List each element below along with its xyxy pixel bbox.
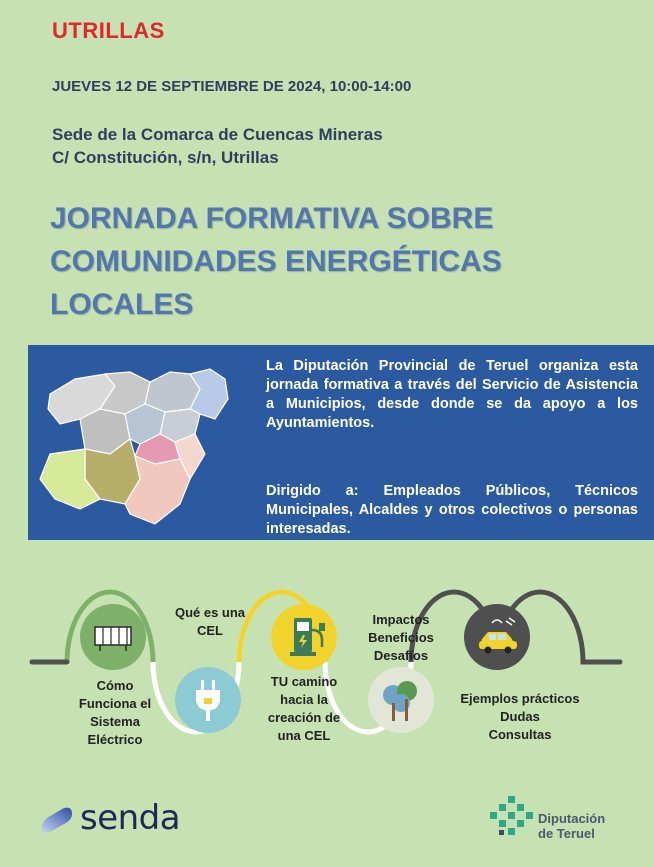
town-heading: UTRILLAS [52,18,165,43]
diputacion-logo-text: Diputación de Teruel [538,811,606,841]
intro-text: La Diputación Provincial de Teruel organiza esta jornada formativa a través del Servicio de Asistencia a Municipios, desde donde se da apoyo a los Ayuntamientos. [266,358,638,431]
event-date: JUEVES 12 DE SEPTIEMBRE DE 2024, 10:00-14:00 [52,78,412,95]
step-5-label: Ejemplos prácticos Dudas Consultas [460,691,580,742]
electric-car-icon [464,604,530,670]
diputacion-logo-icon [490,796,534,838]
title-line-1: JORNADA FORMATIVA SOBRE [50,202,494,235]
step-4-label: Impactos Beneficios Desafíos [368,612,434,663]
page-title [50,197,620,326]
step-3-label: TU camino hacia la creación de una CEL [267,674,341,743]
senda-logo-icon [36,800,76,840]
title-line-3: LOCALES [50,288,194,321]
step-1-label: Cómo Funciona el Sistema Eléctrico [78,678,152,747]
title-line-2: COMUNIDADES ENERGÉTICAS [50,245,502,278]
audience-text: Dirigido a: Empleados Públicos, Técnicos Municipales, Alcaldes y otros colectivos o personas interesadas. [266,483,638,537]
trees-icon [368,667,434,733]
senda-logo-text: senda [80,798,181,838]
plug-icon [175,667,241,733]
teruel-map-icon [30,364,240,528]
venue-name: Sede de la Comarca de Cuencas Mineras [52,125,383,144]
electric-panel-icon [80,604,146,670]
charging-station-icon [271,604,337,670]
step-2-label: Qué es una CEL [174,605,246,638]
venue [52,123,383,169]
venue-address: C/ Constitución, s/n, Utrillas [52,148,279,167]
